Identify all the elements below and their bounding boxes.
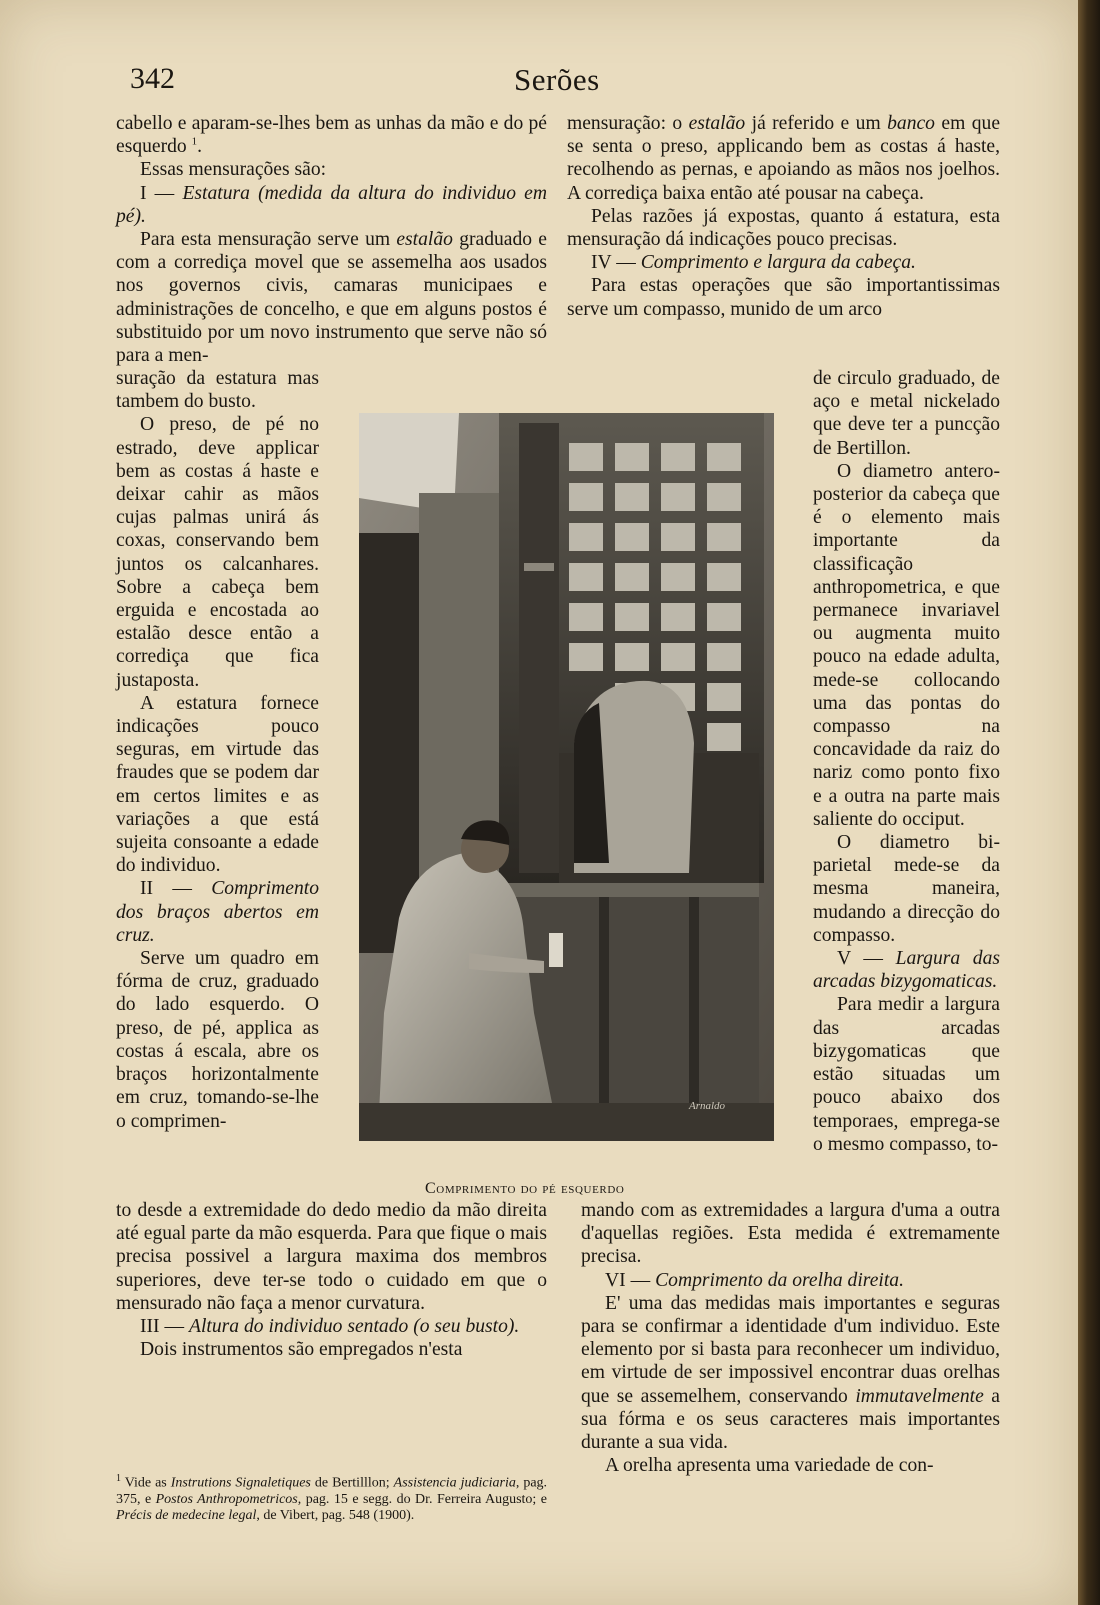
section-heading-iii: III — Altura do individuo sentado (o seu busto). (140, 1316, 520, 1338)
footnote: $^1$ Vide as Instrutions Signaletiques de Bertilllon; Assistencia judiciaria, pag. 375, e Postos Anthropometricos, pag. 15 e segg. do Dr. Ferreira Augusto; e Précis de medecine legal, de Vibert, pag. 548 (1900). (116, 1473, 548, 1523)
left-column-wrap (116, 367, 319, 1133)
right-column-top (567, 112, 1000, 321)
paragraph: Para estas operações que são importantissimas serve um compasso, munido de um arco (567, 275, 1000, 320)
photographer-signature: Arnaldo (689, 1100, 726, 1112)
left-column-bottom (116, 1199, 547, 1361)
paragraph: to desde a extremidade do dedo medio da mão direita até egual parte da mão esquerda. Para que fique o mais precisa possivel a largura maxima dos membros superiores, deve ter-se todo o cuidado em que o mensurado não faça a menor curvatura. (116, 1200, 547, 1314)
left-column-top (116, 112, 547, 367)
section-heading-i: I — Estatura (medida da altura do individuo em pé). (116, 182, 547, 227)
paragraph: A orelha apresenta uma variedade de con- (605, 1455, 934, 1477)
paragraph: cabello e aparam-se-lhes bem as unhas da mão e do pé esquerdo $^1$. (116, 113, 547, 158)
right-column-bottom (581, 1199, 1000, 1477)
paragraph: A estatura fornece indicações pouco seguras, em virtude das fraudes que se podem dar em certos limites e as variações a que está sujeita consoante a edade do individuo. (116, 692, 319, 877)
paragraph: O diametro bi-parietal mede-se da mesma maneira, mudando a direcção do compasso. (813, 832, 1000, 946)
paragraph: E' uma das medidas mais importantes e seguras para se confirmar a identidade d'um individuo. Este elemento por si basta para reconhecer um individuo, em virtude de ser impossivel encontrar duas orelhas que se assemelhem, conservando immutavelmente a sua fórma e os seus caracteres mais importantes durante a sua vida. (581, 1292, 1000, 1454)
paragraph: Pelas razões já expostas, quanto á estatura, esta mensuração dá indicações pouco precisas. (567, 205, 1000, 251)
footnote-reference[interactable]: 1 (191, 135, 198, 148)
page-number: 342 (130, 62, 175, 95)
paragraph: O diametro antero-posterior da cabeça que é o elemento mais importante da classificação anthropometrica, e que permanece invariavel ou augmenta muito pouco na edade adulta, mede-se collocando uma das pontas do compasso na concavidade da raiz do nariz como ponto fixo e a outra na parte mais saliente do occiput. (813, 460, 1000, 830)
section-heading-v: V — Largura das arcadas bizygomaticas. (813, 948, 1000, 993)
section-heading-vi: VI — Comprimento da orelha direita. (605, 1269, 904, 1291)
paragraph: Essas mensurações são: (140, 159, 327, 181)
figure-caption: Comprimento do pé esquerdo (425, 1180, 625, 1197)
paragraph: Serve um quadro em fórma de cruz, graduado do lado esquerdo. O preso, de pé, applica as costas á escala, abre os braços horizontalmente em cruz, tomando-se-lhe o comprimen- (116, 948, 319, 1132)
footnote-mark: 1 (116, 1473, 121, 1484)
paragraph: mando com as extremidades a largura d'uma a outra d'aquellas regiões. Esta medida é extremamente precisa. (581, 1200, 1000, 1268)
running-title: Serões (514, 62, 600, 97)
paragraph: O preso, de pé no estrado, deve applicar bem as costas á haste e deixar cahir as mãos cujas palmas unirá ás coxas, conservando bem juntos os calcanhares. Sobre a cabeça bem erguida e encostada ao estalão desce então a corrediça que fica justaposta. (116, 414, 319, 691)
section-heading-iv: IV — Comprimento e largura da cabeça. (591, 252, 916, 274)
paragraph: Para medir a largura das arcadas bizygomaticas que estão situadas um pouco abaixo dos temporaes, emprega-se o mesmo compasso, to- (813, 994, 1000, 1155)
page-header (0, 62, 1078, 108)
paragraph: mensuração: o estalão já referido e um banco em que se senta o preso, applicando bem as costas á haste, recolhendo as pernas, e apoiando as mãos nos joelhos. A corrediça baixa então até pousar na cabeça. (567, 113, 1001, 204)
right-column-wrap (813, 367, 1000, 1156)
photograph (359, 413, 774, 1141)
photograph-illustration (359, 413, 774, 1141)
paragraph: Para esta mensuração serve um estalão graduado e com a corrediça movel que se assemelha aos usados nos governos civis, camaras municipaes e administrações de concelho, e que em alguns postos é substituido por um novo instrumento que serve não só para a men- (116, 229, 548, 367)
paragraph: suração da estatura mas tambem do busto. (116, 368, 319, 413)
page-edge (1078, 0, 1100, 1605)
paragraph: Dois instrumentos são empregados n'esta (140, 1339, 463, 1361)
paragraph: de circulo graduado, de aço e metal nickelado que deve ter a puncção de Bertillon. (813, 368, 1000, 459)
section-heading-ii: II — Comprimento dos braços abertos em cruz. (116, 878, 319, 946)
